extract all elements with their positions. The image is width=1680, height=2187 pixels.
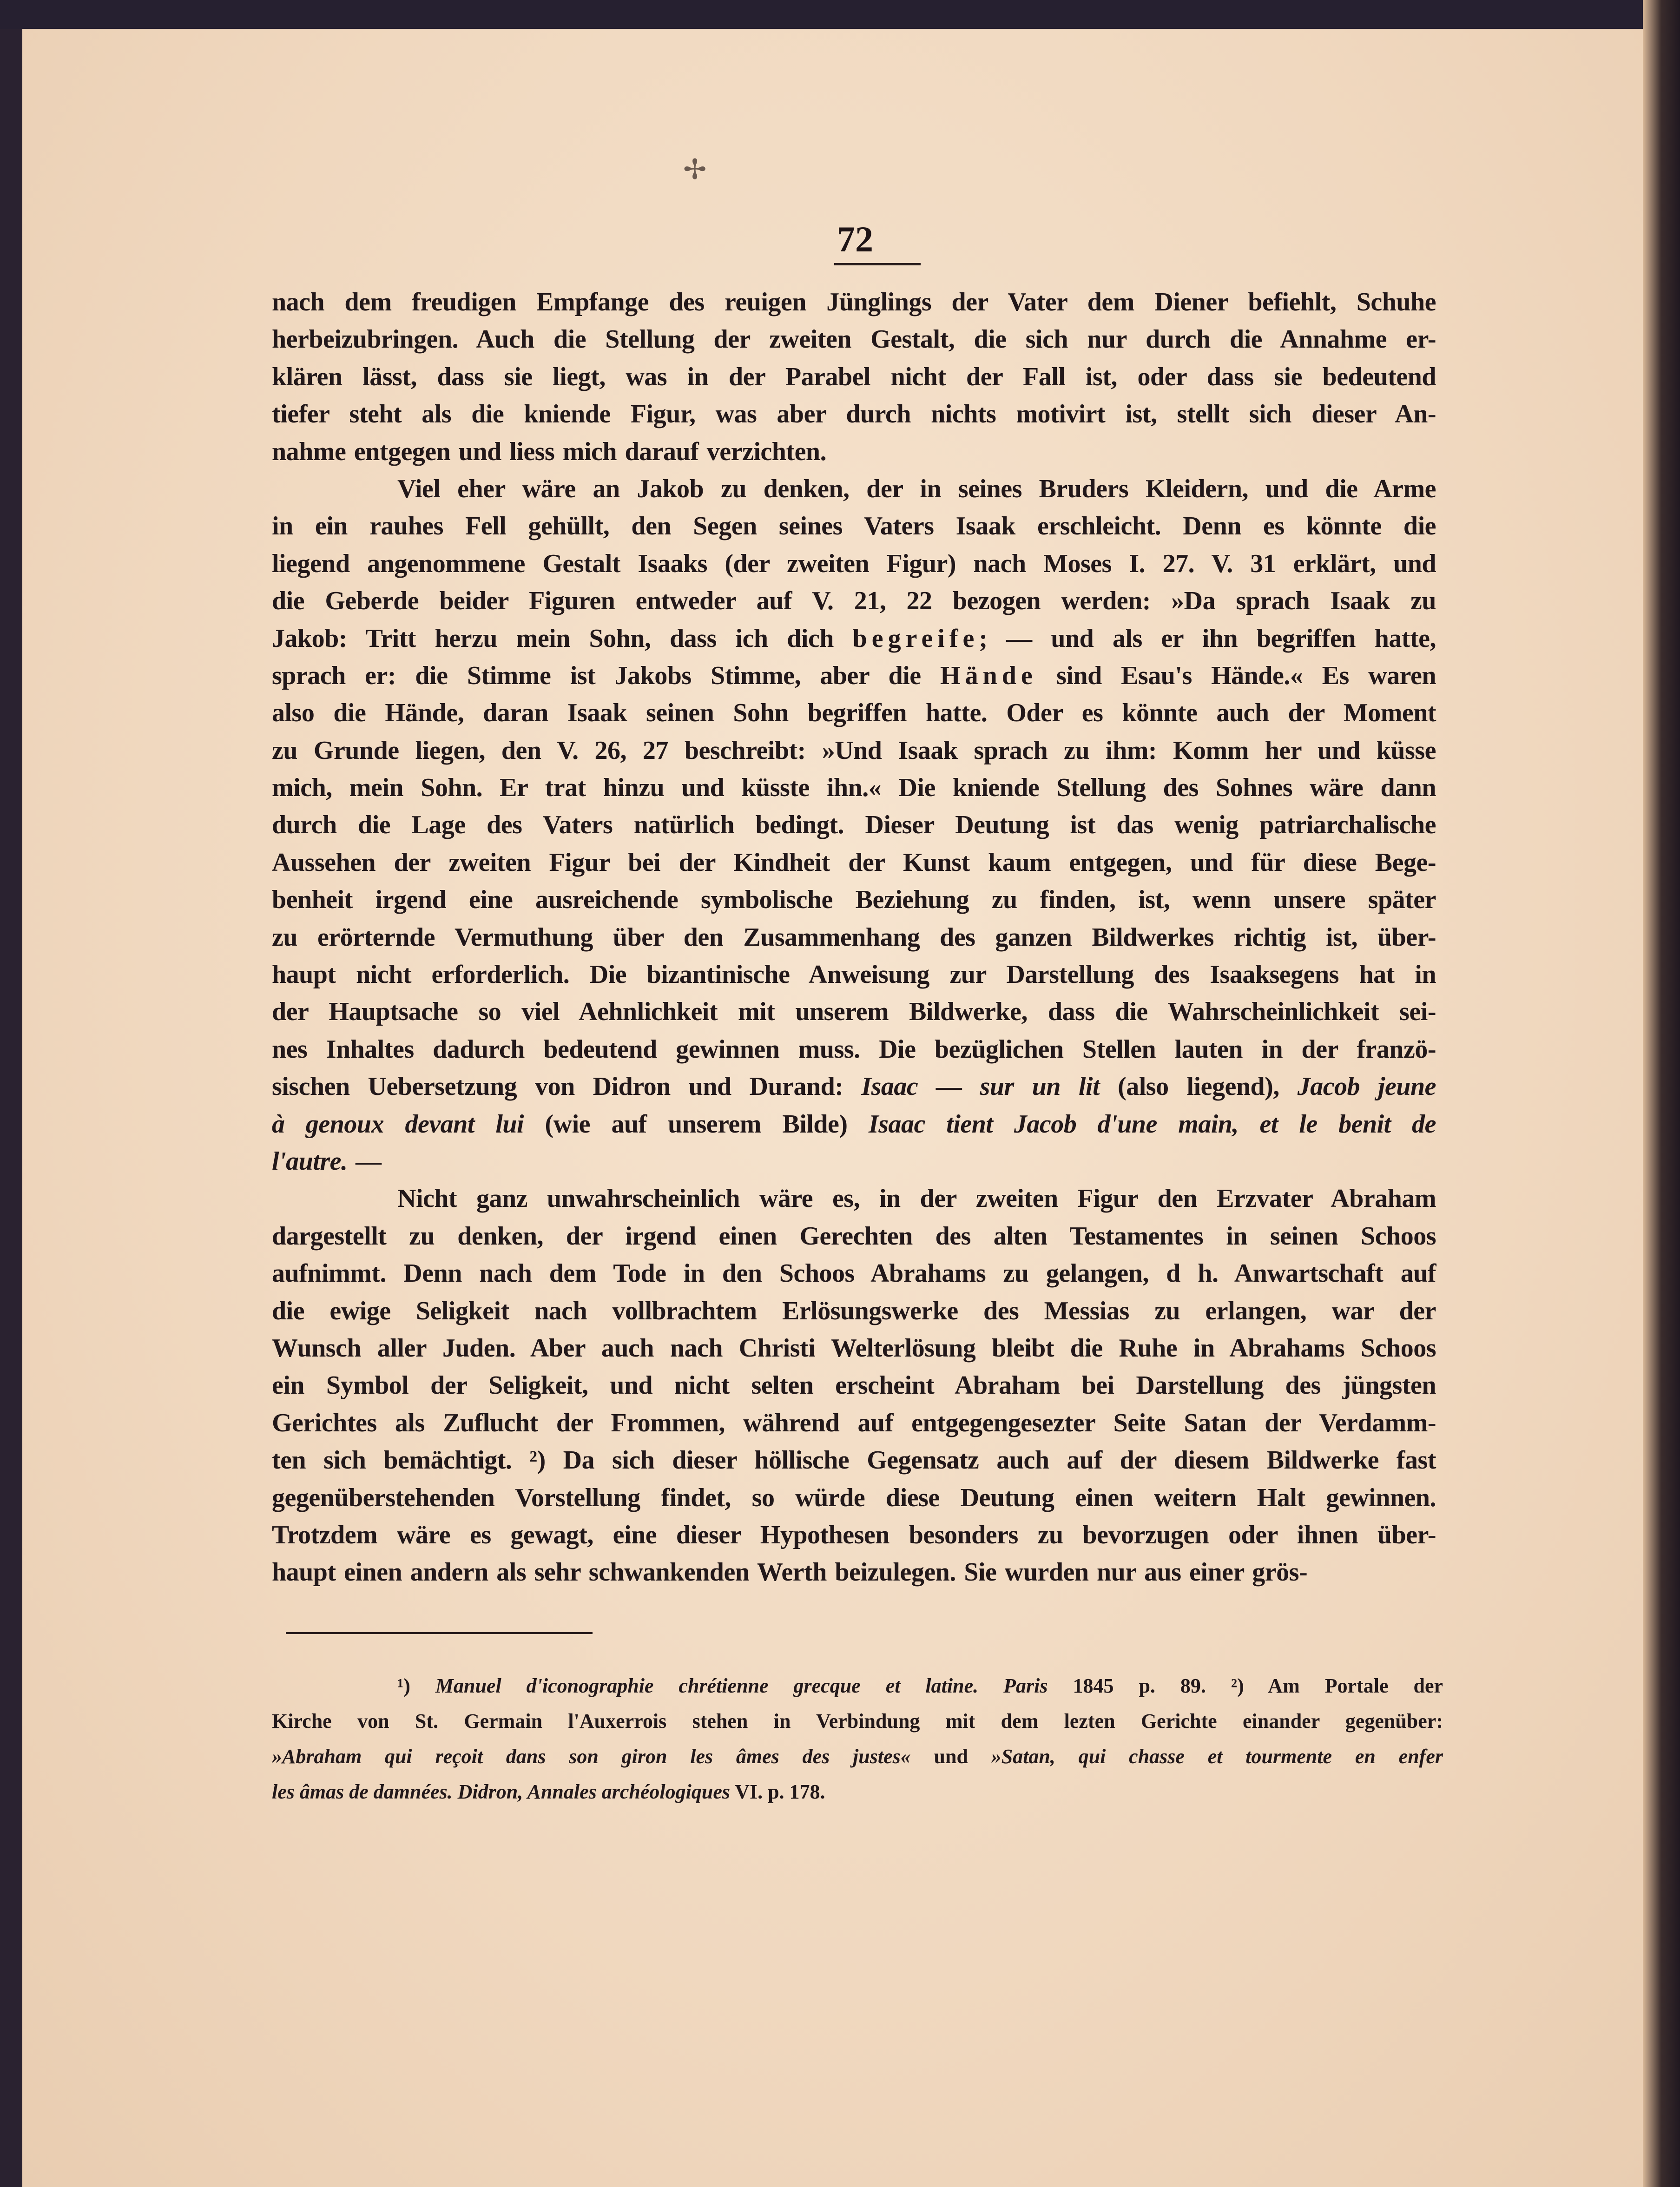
- text-line: [272, 919, 1436, 956]
- text-segment: in ein rauhes Fell gehüllt, den Segen seines Vaters Isaak erschleicht. Denn es könnte die: [272, 512, 1436, 541]
- body-text: [272, 283, 1436, 1591]
- text-line: [272, 1554, 1436, 1591]
- italic-text: les âmas de damnées. Didron, Annales archéologiques: [272, 1780, 730, 1803]
- footnote-line: [272, 1739, 1443, 1774]
- text-line: [272, 1442, 1436, 1479]
- text-line: [272, 1218, 1436, 1255]
- text-line: [272, 545, 1436, 582]
- text-segment: Nicht ganz unwahrscheinlich wäre es, in der zweiten Figur den Erzvater Abraham: [397, 1184, 1436, 1213]
- text-line: [272, 1516, 1436, 1554]
- text-line: [272, 433, 1436, 470]
- text-segment: ¹): [397, 1674, 435, 1697]
- text-segment: dargestellt zu denken, der irgend einen Gerechten des alten Testamentes in seinen Schoos: [272, 1221, 1436, 1251]
- text-line: [272, 620, 1436, 657]
- italic-text: l'autre.: [272, 1146, 348, 1176]
- text-segment: nahme entgegen und liess mich darauf verzichten.: [272, 437, 827, 466]
- text-segment: benheit irgend eine ausreichende symbolische Beziehung zu finden, ist, wenn unsere später: [272, 885, 1436, 915]
- italic-text: »Abraham qui reçoit dans son giron les âmes des justes«: [272, 1745, 911, 1768]
- text-line: [272, 321, 1436, 358]
- text-segment: zu Grunde liegen, den V. 26, 27 beschreibt: »Und Isaak sprach zu ihm: Komm her und küsse: [272, 736, 1436, 765]
- text-line: [272, 694, 1436, 731]
- text-line: [272, 657, 1436, 694]
- text-segment: die ewige Seligkeit nach vollbrachtem Erlösungswerke des Messias zu erlangen, war der: [272, 1296, 1436, 1325]
- text-line: [272, 1330, 1436, 1367]
- text-segment: haupt nicht erforderlich. Die bizantinische Anweisung zur Darstellung des Isaaksegens hat in: [272, 960, 1436, 989]
- italic-text: Jacob jeune: [1297, 1072, 1436, 1101]
- text-line: [272, 1367, 1436, 1404]
- text-line: [272, 993, 1436, 1030]
- text-line: [272, 1180, 1436, 1217]
- text-segment: ein Symbol der Seligkeit, und nicht selten erscheint Abraham bei Darstellung des jüngsten: [272, 1371, 1436, 1400]
- text-segment: aufnimmt. Denn nach dem Tode in den Schoos Abrahams zu gelangen, d h. Anwartschaft auf: [272, 1259, 1436, 1288]
- italic-text: Paris: [1003, 1674, 1048, 1697]
- italic-text: à genoux devant lui: [272, 1109, 524, 1139]
- text-segment: sprach er: die Stimme ist Jakobs Stimme, aber die: [272, 661, 941, 690]
- italic-text: Isaac tient Jacob d'une main, et le benit de: [868, 1109, 1436, 1139]
- text-line: [272, 1106, 1436, 1143]
- text-line: [272, 1068, 1436, 1105]
- text-segment: zu erörternde Vermuthung über den Zusammenhang des ganzen Bildwerkes richtig ist, über-: [272, 922, 1436, 952]
- text-segment: der Hauptsache so viel Aehnlichkeit mit unserem Bildwerke, dass die Wahrscheinlichkeit sei-: [272, 997, 1436, 1027]
- text-segment: Aussehen der zweiten Figur bei der Kindheit der Kunst kaum entgegen, und für diese Bege-: [272, 848, 1436, 877]
- text-segment: die Geberde beider Figuren entweder auf V. 21, 22 bezogen werden: »Da sprach Isaak zu: [272, 586, 1436, 616]
- text-line: [272, 806, 1436, 843]
- text-line: [272, 470, 1436, 507]
- text-segment: sischen Uebersetzung von Didron und Durand:: [272, 1072, 862, 1101]
- text-segment: Gerichtes als Zuflucht der Frommen, während auf entgegengesezter Seite Satan der Verdamm-: [272, 1408, 1436, 1437]
- text-line: [272, 1143, 1436, 1180]
- italic-text: Manuel d'iconographie chrétienne grecque et latine.: [435, 1674, 979, 1697]
- italic-text: »Satan, qui chasse et tourmente en enfer: [991, 1745, 1443, 1768]
- text-segment: VI. p. 178.: [730, 1780, 825, 1803]
- text-segment: liegend angenommene Gestalt Isaaks (der zweiten Figur) nach Moses I. 27. V. 31 erklärt, und: [272, 549, 1436, 578]
- text-line: [272, 283, 1436, 321]
- scan-border-right: [1643, 0, 1680, 2187]
- text-segment: gegenüberstehenden Vorstellung findet, so würde diese Deutung einen weitern Halt gewinnen.: [272, 1483, 1436, 1512]
- text-line: [272, 1479, 1436, 1516]
- footnotes: [272, 1668, 1443, 1810]
- footnote-line: [272, 1774, 1443, 1810]
- text-segment: Jakob: Tritt herzu mein Sohn, dass ich dich: [272, 624, 853, 653]
- text-segment: Viel eher wäre an Jakob zu denken, der in seines Bruders Kleidern, und die Arme: [397, 474, 1436, 503]
- text-line: [272, 1255, 1436, 1292]
- text-line: [272, 358, 1436, 395]
- text-segment: und: [910, 1745, 991, 1768]
- text-segment: nes Inhaltes dadurch bedeutend gewinnen muss. Die bezüglichen Stellen lauten in der franzö-: [272, 1034, 1436, 1064]
- text-line: [272, 732, 1436, 769]
- text-segment: [978, 1674, 1003, 1697]
- text-line: [272, 844, 1436, 881]
- page-number-rule: [834, 263, 921, 265]
- text-segment: —: [347, 1146, 382, 1176]
- footnote-divider: [286, 1632, 593, 1634]
- text-segment: haupt einen andern als sehr schwankenden Werth beizulegen. Sie wurden nur aus einer grös-: [272, 1558, 1308, 1587]
- italic-text: Isaac — sur un lit: [861, 1072, 1100, 1101]
- text-line: [272, 395, 1436, 433]
- text-segment: (also liegend),: [1100, 1072, 1298, 1101]
- footnote-line: [272, 1668, 1443, 1704]
- text-segment: Wunsch aller Juden. Aber auch nach Christi Welterlösung bleibt die Ruhe in Abrahams Schoos: [272, 1333, 1436, 1363]
- spaced-emphasis: Hände: [940, 661, 1037, 690]
- text-segment: Kirche von St. Germain l'Auxerrois stehen in Verbindung mit dem lezten Gerichte einander gegenüber:: [272, 1710, 1443, 1732]
- text-line: [272, 1031, 1436, 1068]
- text-line: [272, 769, 1436, 806]
- text-line: [272, 1292, 1436, 1330]
- text-line: [272, 956, 1436, 993]
- text-segment: sind Esau's Hände.« Es waren: [1037, 661, 1436, 690]
- text-line: [272, 582, 1436, 619]
- text-line: [272, 881, 1436, 918]
- text-segment: nach dem freudigen Empfange des reuigen Jünglings der Vater dem Diener befiehlt, Schuhe: [272, 288, 1436, 316]
- text-segment: mich, mein Sohn. Er trat hinzu und küsste ihn.« Die kniende Stellung des Sohnes wäre dann: [272, 773, 1436, 803]
- text-segment: herbeizubringen. Auch die Stellung der zweiten Gestalt, die sich nur durch die Annahme er-: [272, 325, 1436, 354]
- text-segment: 1845 p. 89. ²) Am Portale der: [1048, 1674, 1443, 1697]
- text-line: [272, 507, 1436, 545]
- printer-mark-icon: ✢: [683, 154, 707, 185]
- text-segment: tiefer steht als die kniende Figur, was aber durch nichts motivirt ist, stellt sich dieser An-: [272, 400, 1436, 429]
- text-segment: Trotzdem wäre es gewagt, eine dieser Hypothesen besonders zu bevorzugen oder ihnen über-: [272, 1520, 1436, 1549]
- footnote-line: [272, 1704, 1443, 1739]
- text-segment: klären lässt, dass sie liegt, was in der Parabel nicht der Fall ist, oder dass sie bedeutend: [272, 362, 1436, 391]
- text-segment: ; — und als er ihn begriffen hatte,: [979, 624, 1436, 653]
- page-number: 72: [837, 219, 873, 259]
- scan-border-top: [0, 0, 1680, 29]
- text-line: [272, 1404, 1436, 1442]
- text-segment: ten sich bemächtigt. ²) Da sich dieser höllische Gegensatz auch auf der diesem Bildwerke fast: [272, 1446, 1436, 1475]
- text-segment: (wie auf unserem Bilde): [524, 1109, 869, 1139]
- text-segment: also die Hände, daran Isaak seinen Sohn begriffen hatte. Oder es könnte auch der Moment: [272, 698, 1436, 728]
- spaced-emphasis: begreife: [852, 624, 979, 653]
- text-segment: durch die Lage des Vaters natürlich bedingt. Dieser Deutung ist das wenig patriarchalische: [272, 810, 1436, 840]
